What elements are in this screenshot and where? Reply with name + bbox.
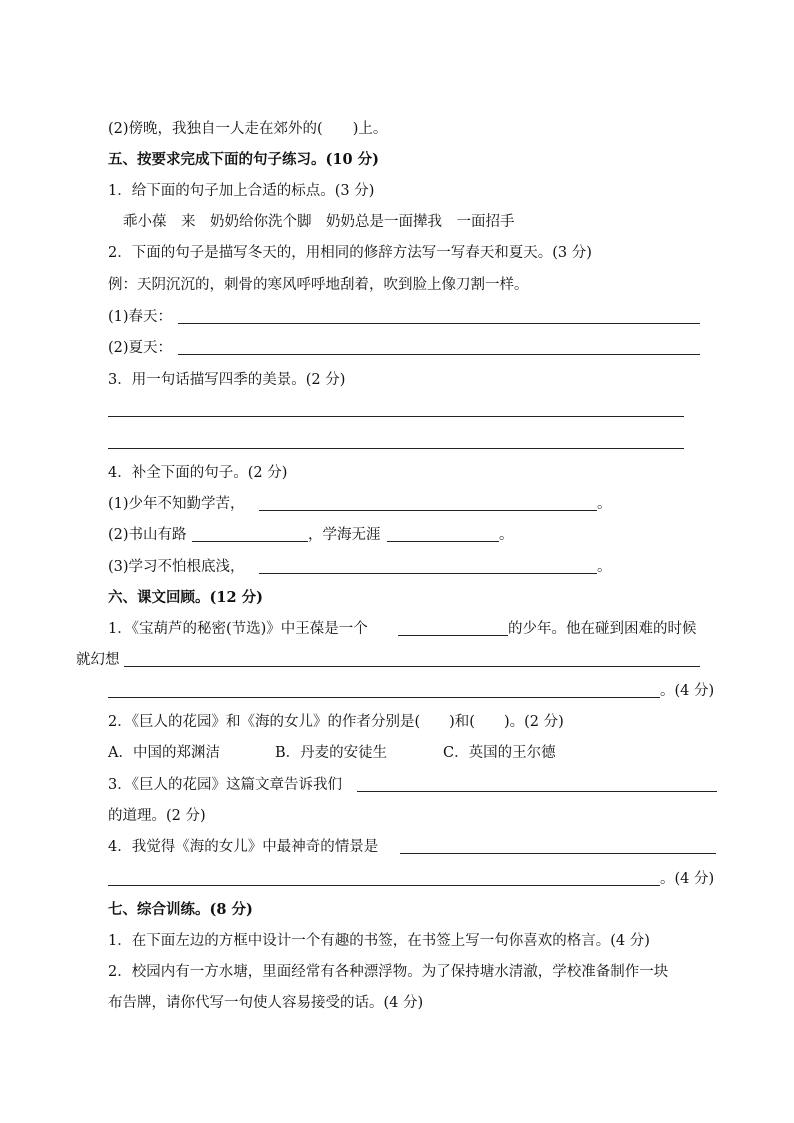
section-6-q3-ending: 的道理。(2 分) [108, 808, 206, 824]
q4-3-prompt: (3)学习不怕根底浅， [108, 559, 245, 575]
spring-answer-line[interactable] [178, 323, 700, 324]
section-6-q4-prompt: 4．我觉得《海的女儿》中最神奇的情景是 [108, 839, 379, 855]
section-6-q1-score: 。(4 分) [660, 683, 715, 699]
section-7-q1: 1．在下面左边的方框中设计一个有趣的书签，在书签上写一句你喜欢的格言。(4 分) [108, 933, 650, 949]
seasons-answer-line-1[interactable] [108, 416, 684, 417]
summer-label: (2)夏天： [108, 340, 173, 356]
section-5-q4: 4．补全下面的句子。(2 分) [108, 465, 288, 481]
section-7-q2-line-1: 2．校园内有一方水塘，里面经常有各种漂浮物。为了保持塘水清澈，学校准备制作一块 [108, 964, 669, 980]
option-b: B．丹麦的安徒生 [275, 745, 388, 761]
q4-2-answer-line-2[interactable] [387, 541, 499, 542]
section-6-q1-answer-line-2[interactable] [124, 666, 700, 667]
section-6-q4-answer-line-1[interactable] [400, 853, 716, 854]
section-5-q1-sentence: 乖小葆 来 奶奶给你洗个脚 奶奶总是一面撵我 一面招手 [123, 214, 515, 230]
section-5-q1: 1．给下面的句子加上合适的标点。(3 分) [108, 183, 375, 199]
q4-2-middle: ，学海无涯 [308, 527, 381, 543]
section-7-title: 七、综合训练。(8 分) [108, 901, 253, 918]
seasons-answer-line-2[interactable] [108, 448, 684, 449]
section-6-q1-answer-line-3[interactable] [108, 697, 660, 698]
option-a: A．中国的郑渊洁 [108, 745, 220, 761]
section-6-q2: 2．《巨人的花园》和《海的女儿》的作者分别是( )和( )。(2 分) [108, 714, 564, 730]
option-c: C．英国的王尔德 [443, 745, 556, 761]
section-6-q1-answer-line-1[interactable] [398, 635, 508, 636]
section-5-title: 五、按要求完成下面的句子练习。(10 分) [108, 151, 379, 168]
summer-answer-line[interactable] [178, 354, 700, 355]
section-6-q4-score: 。(4 分) [660, 871, 715, 887]
q4-3-answer-line[interactable] [259, 573, 597, 574]
section-5-q2-example: 例：天阴沉沉的，刺骨的寒风呼呼地刮着，吹到脸上像刀割一样。 [108, 277, 529, 293]
q4-1-answer-line[interactable] [259, 510, 597, 511]
q4-2-period: 。 [499, 527, 514, 543]
section-7-q2-line-2: 布告牌，请你代写一句使人容易接受的话。(4 分) [108, 995, 424, 1011]
q4-3-period: 。 [597, 559, 612, 575]
section-6-q1-continued: 的少年。他在碰到困难的时候 [508, 621, 697, 637]
q4-1-prompt: (1)少年不知勤学苦， [108, 496, 245, 512]
section-6-title: 六、课文回顾。(12 分) [108, 589, 263, 606]
q4-2-answer-line-1[interactable] [192, 541, 308, 542]
section-5-q2: 2．下面的句子是描写冬天的，用相同的修辞方法写一写春天和夏天。(3 分) [108, 245, 592, 261]
section-6-q1-daydream: 就幻想 [76, 652, 120, 668]
question-4-2 [108, 119, 387, 139]
section-6-q4-answer-line-2[interactable] [108, 885, 660, 886]
spring-label: (1)春天： [108, 309, 173, 325]
section-5-q3: 3．用一句话描写四季的美景。(2 分) [108, 372, 346, 388]
q4-1-period: 。 [597, 496, 612, 512]
section-6-q1-prompt: 1．《宝葫芦的秘密(节选)》中王葆是一个 [108, 621, 368, 637]
question-4-2-text: (2)傍晚，我独自一人走在郊外的( )上。 [108, 121, 388, 137]
q4-2-prompt: (2)书山有路 [108, 527, 187, 543]
section-6-q3-prompt: 3．《巨人的花园》这篇文章告诉我们 [108, 777, 342, 793]
section-6-q3-answer-line[interactable] [357, 791, 717, 792]
